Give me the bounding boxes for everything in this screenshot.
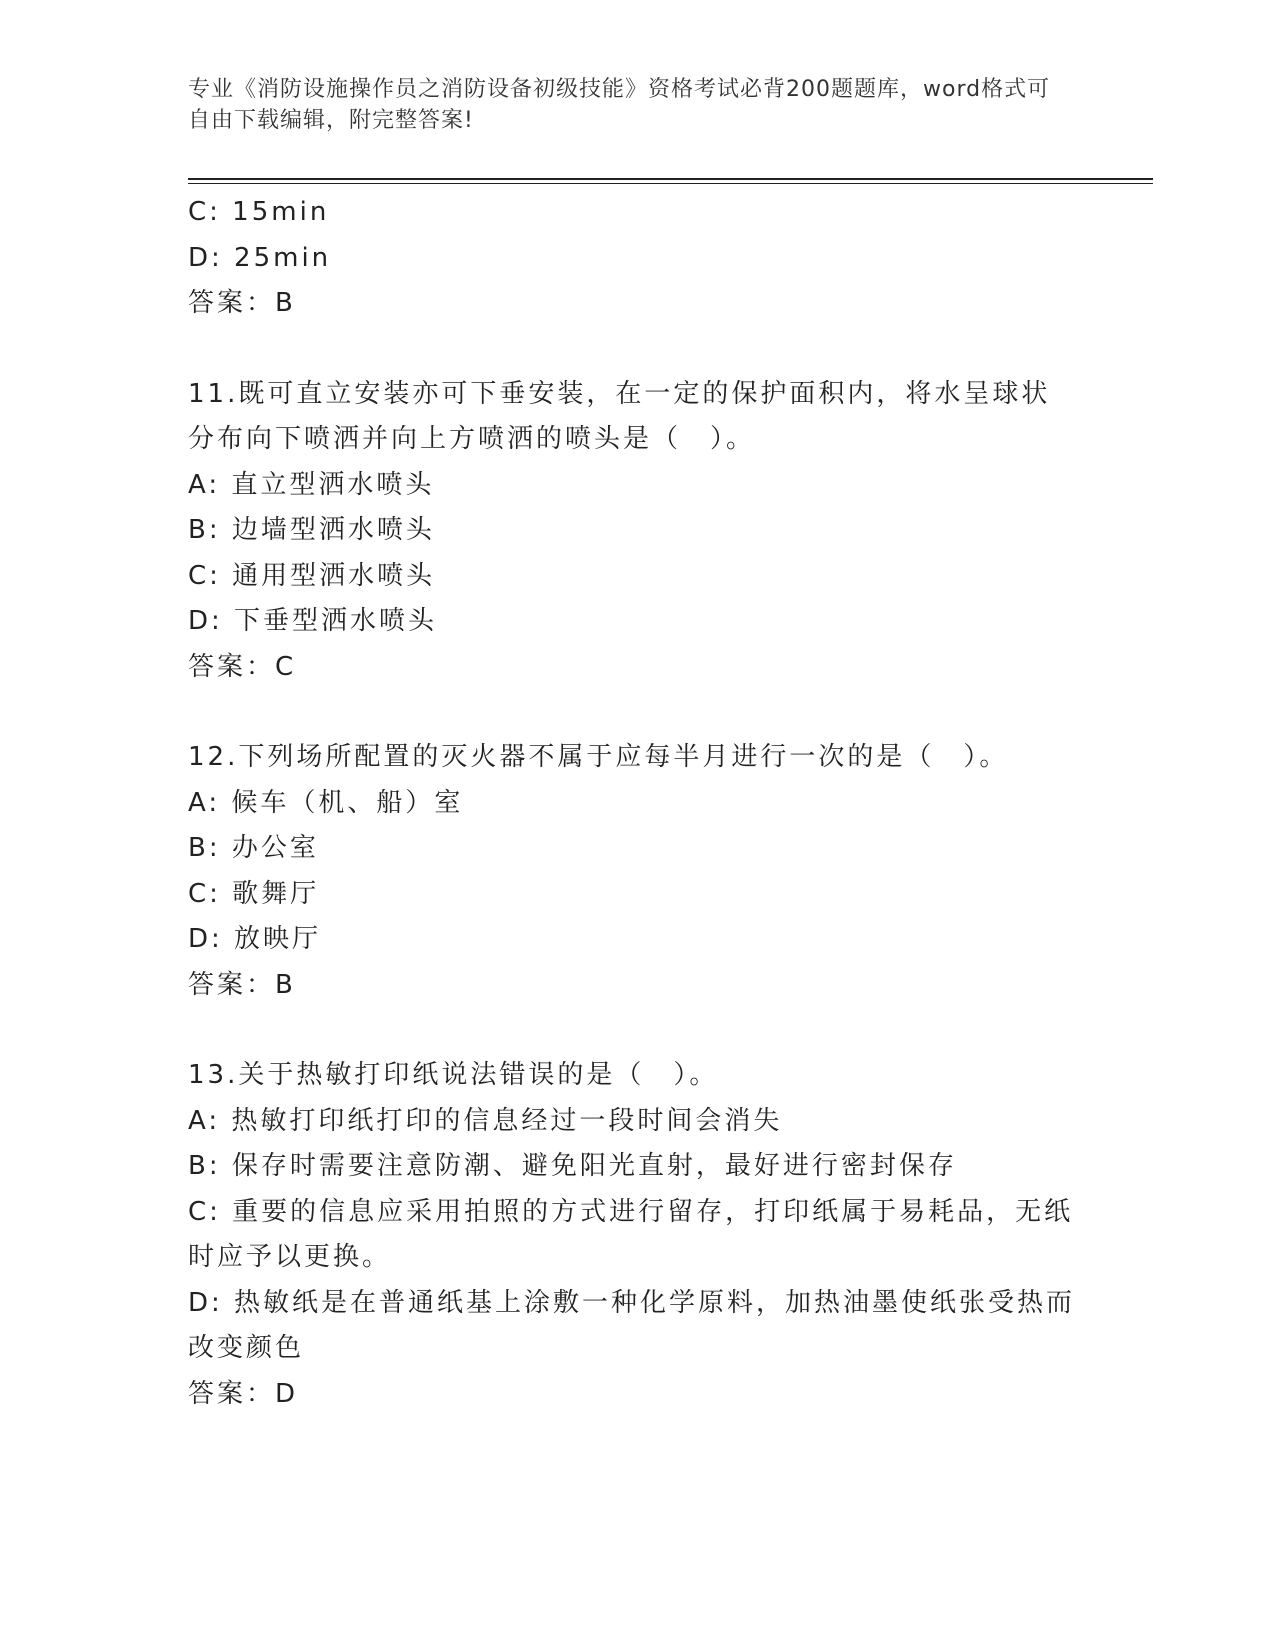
question-11 bbox=[188, 372, 1078, 691]
option-a: A: 候车（机、船）室 bbox=[188, 787, 464, 818]
partial-question bbox=[188, 190, 1078, 327]
option-c: C: 15min bbox=[188, 197, 330, 227]
option-d: D: 放映厅 bbox=[188, 924, 322, 954]
option-b: B: 边墙型洒水喷头 bbox=[188, 515, 435, 545]
document-header: 专业《消防设施操作员之消防设备初级技能》资格考试必背200题题库，word格式可自由下载编辑，附完整答案! bbox=[188, 77, 1051, 133]
option-c: C: 通用型洒水喷头 bbox=[188, 560, 436, 591]
question-12 bbox=[188, 735, 1078, 1008]
question-content bbox=[188, 190, 1078, 1417]
option-c: C: 重要的信息应采用拍照的方式进行留存，打印纸属于易耗品，无纸时应予以更换。 bbox=[188, 1196, 1074, 1272]
spacer bbox=[188, 690, 1078, 735]
option-d: D: 25min bbox=[188, 242, 332, 273]
spacer bbox=[188, 1008, 1078, 1053]
answer: 答案：B bbox=[188, 288, 296, 318]
header-rule-thick bbox=[188, 178, 1153, 180]
answer: 答案：D bbox=[188, 1378, 299, 1409]
question-text: 12.下列场所配置的灭火器不属于应每半月进行一次的是（ ）。 bbox=[188, 742, 1009, 772]
answer: 答案：B bbox=[188, 969, 296, 1000]
option-c: C: 歌舞厅 bbox=[188, 878, 320, 909]
option-a: A: 直立型洒水喷头 bbox=[188, 469, 435, 500]
question-text: 13.关于热敏打印纸说法错误的是（ ）。 bbox=[188, 1060, 719, 1090]
spacer bbox=[188, 327, 1078, 372]
answer: 答案：C bbox=[188, 651, 297, 682]
option-a: A: 热敏打印纸打印的信息经过一段时间会消失 bbox=[188, 1105, 783, 1136]
question-text: 11.既可直立安装亦可下垂安装，在一定的保护面积内，将水呈球状分布向下喷洒并向上方喷洒的喷头是（ ）。 bbox=[188, 378, 1051, 454]
question-13 bbox=[188, 1053, 1078, 1417]
option-b: B: 保存时需要注意防潮、避免阳光直射，最好进行密封保存 bbox=[188, 1151, 957, 1181]
option-b: B: 办公室 bbox=[188, 833, 319, 863]
header-rule-thin bbox=[188, 183, 1153, 184]
option-d: D: 热敏纸是在普通纸基上涂敷一种化学原料，加热油墨使纸张受热而改变颜色 bbox=[188, 1287, 1076, 1363]
option-d: D: 下垂型洒水喷头 bbox=[188, 606, 438, 636]
